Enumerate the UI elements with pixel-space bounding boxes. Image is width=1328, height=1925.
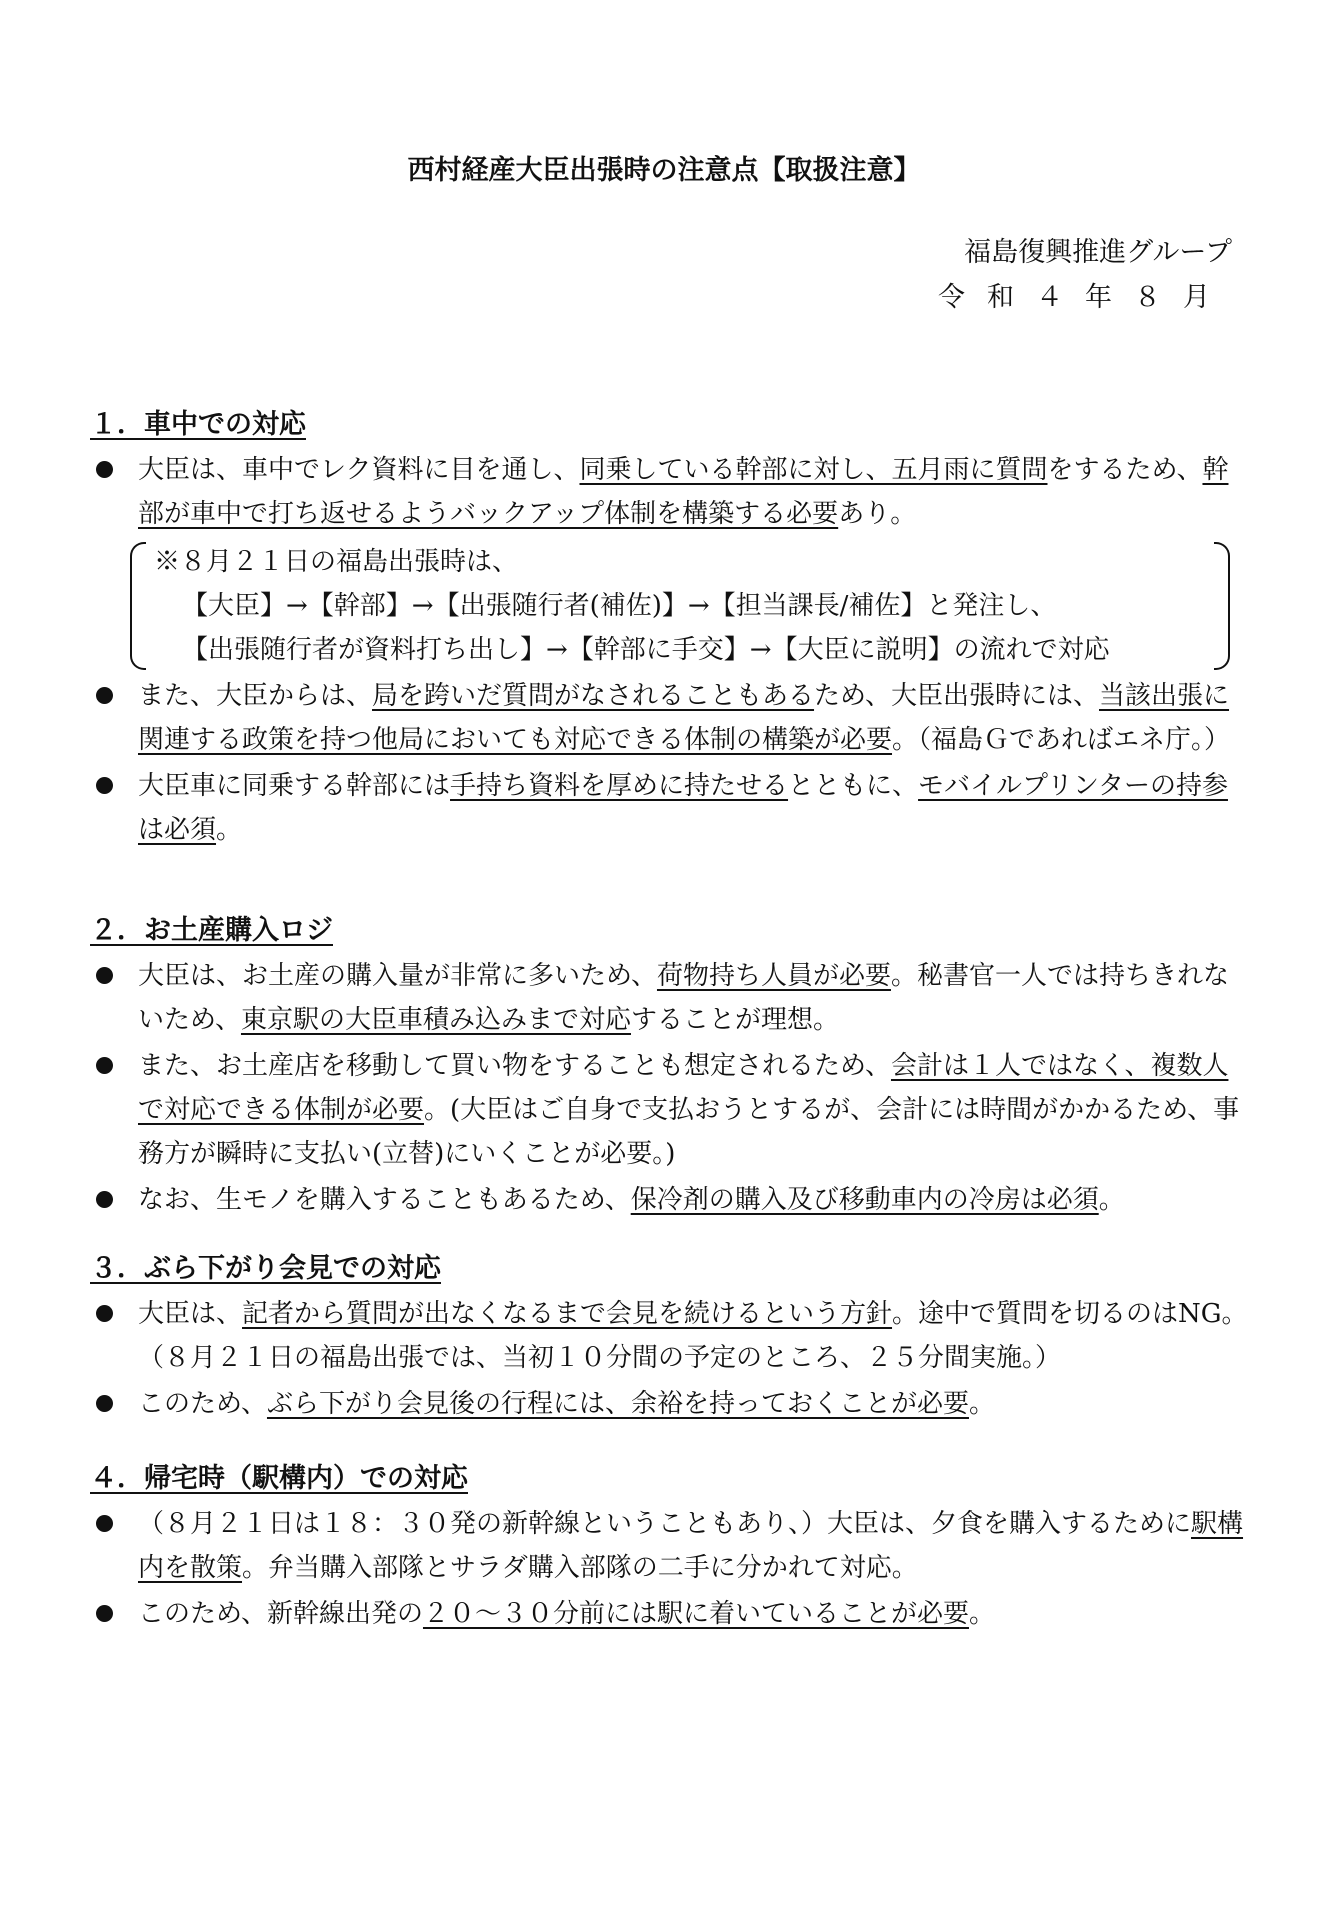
- item-text: 。途中で質問を切るのはNG。（８月２１日の福島出張では、当初１０分間の予定のところ、２５分間実施。）: [138, 1299, 1248, 1373]
- bullet-icon: [96, 1395, 113, 1412]
- note-line: ※８月２１日の福島出張時は、: [154, 547, 519, 577]
- item-text: 。弁当購入部隊とサラダ購入部隊の二手に分かれて対応。: [242, 1553, 918, 1583]
- list-item: [88, 1178, 1248, 1222]
- bullet-icon: [96, 1605, 113, 1622]
- item-text: とともに、: [788, 771, 919, 801]
- list-item: [88, 1292, 1248, 1380]
- list-item: [88, 674, 1248, 762]
- document-date: 令和４年８月: [938, 282, 1232, 313]
- list-item: [88, 1044, 1248, 1176]
- left-bracket: [130, 542, 146, 670]
- item-underlined-text: ２０～３０分前には駅に着いていることが必要: [422, 1599, 969, 1629]
- item-underlined-text: 局を跨いだ質問がなされることもある: [372, 681, 815, 711]
- list-item: [88, 1592, 1248, 1636]
- item-text: 大臣は、車中でレク資料に目を通し、: [138, 455, 580, 485]
- section-3-title: ３．ぶら下がり会見での対応: [90, 1253, 441, 1284]
- item-underlined-text: モバイルプリンターの持参は必須: [138, 771, 1228, 845]
- bracket-note: [130, 538, 1220, 674]
- item-underlined-text: 駅構内を散策: [138, 1509, 1244, 1583]
- item-text: 。（福島Ｇであればエネ庁。）: [892, 725, 1231, 755]
- item-text: 。秘書官一人では持ちきれないため、: [138, 961, 1229, 1035]
- bullet-icon: [96, 1515, 113, 1532]
- item-text: ため、大臣出張時には、: [814, 681, 1099, 711]
- bullet-icon: [96, 777, 113, 794]
- item-underlined-text: 記者から質問が出なくなるまで会見を続けるという方針: [242, 1299, 893, 1329]
- item-underlined-text: 同乗している幹部に対し、五月雨に質問: [579, 455, 1048, 485]
- section-2: [88, 908, 1248, 1224]
- item-underlined-text: 東京駅の大臣車積み込みまで対応: [240, 1005, 631, 1035]
- item-text: 。: [968, 1599, 995, 1629]
- bullet-icon: [96, 967, 113, 984]
- item-underlined-text: 手持ち資料を厚めに持たせる: [450, 771, 789, 801]
- item-text: 大臣車に同乗する幹部には: [138, 771, 451, 801]
- item-text: 大臣は、: [138, 1299, 243, 1329]
- bullet-icon: [96, 461, 113, 478]
- section-1: [88, 402, 1248, 854]
- item-underlined-text: 保冷剤の購入及び移動車内の冷房は必須: [630, 1185, 1099, 1215]
- item-underlined-text: 幹部が車中で打ち返せるようバックアップ体制を構築する必要: [138, 455, 1229, 529]
- bullet-icon: [96, 687, 113, 704]
- section-4-title: ４．帰宅時（駅構内）での対応: [90, 1463, 468, 1494]
- bullet-icon: [96, 1057, 113, 1074]
- item-text: をするため、: [1047, 455, 1203, 485]
- list-item: [88, 448, 1248, 536]
- list-item: [88, 1382, 1248, 1426]
- section-2-title: ２．お土産購入ロジ: [90, 915, 333, 946]
- item-text: 。: [1098, 1185, 1125, 1215]
- item-underlined-text: 当該出張に関連する政策を持つ他局においても対応できる体制の構築が必要: [138, 681, 1230, 755]
- section-4: [88, 1456, 1248, 1638]
- item-text: このため、: [138, 1389, 267, 1419]
- list-item: [88, 954, 1248, 1042]
- item-text: また、大臣からは、: [138, 681, 373, 711]
- bullet-icon: [96, 1305, 113, 1322]
- item-underlined-text: 会計は１人ではなく、複数人で対応できる体制が必要: [138, 1051, 1229, 1125]
- section-3: [88, 1246, 1248, 1428]
- item-text: することが理想。: [630, 1005, 839, 1035]
- item-text: 。: [968, 1389, 995, 1419]
- item-text: （８月２１日は１８：３０発の新幹線ということもあり、）大臣は、夕食を購入するために: [138, 1509, 1192, 1539]
- author-organization: 福島復興推進グループ: [964, 237, 1232, 268]
- item-underlined-text: 荷物持ち人員が必要: [656, 961, 891, 991]
- item-text: あり。: [838, 499, 917, 529]
- item-text: 。(大臣はご自身で支払おうとするが、会計には時間がかかるため、事務方が瞬時に支払い(立替)にいくことが必要。): [138, 1095, 1240, 1169]
- item-text: 。: [216, 815, 243, 845]
- item-text: 大臣は、お土産の購入量が非常に多いため、: [138, 961, 657, 991]
- bullet-icon: [96, 1191, 113, 1208]
- note-line: 【出張随行者が資料打ち出し】→【幹部に手交】→【大臣に説明】の流れで対応: [182, 635, 1110, 665]
- list-item: [88, 764, 1248, 852]
- right-bracket: [1214, 542, 1230, 670]
- document-title: 西村経産大臣出張時の注意点【取扱注意】: [407, 155, 921, 186]
- item-text: このため、新幹線出発の: [138, 1599, 423, 1629]
- item-text: また、お土産店を移動して買い物をすることも想定されるため、: [138, 1051, 891, 1081]
- note-line: 【大臣】→【幹部】→【出張随行者(補佐)】→【担当課長/補佐】と発注し、: [182, 591, 1057, 621]
- item-text: なお、生モノを購入することもあるため、: [138, 1185, 631, 1215]
- section-1-title: １．車中での対応: [90, 409, 306, 440]
- list-item: [88, 1502, 1248, 1590]
- item-underlined-text: ぶら下がり会見後の行程には、余裕を持っておくことが必要: [266, 1389, 969, 1419]
